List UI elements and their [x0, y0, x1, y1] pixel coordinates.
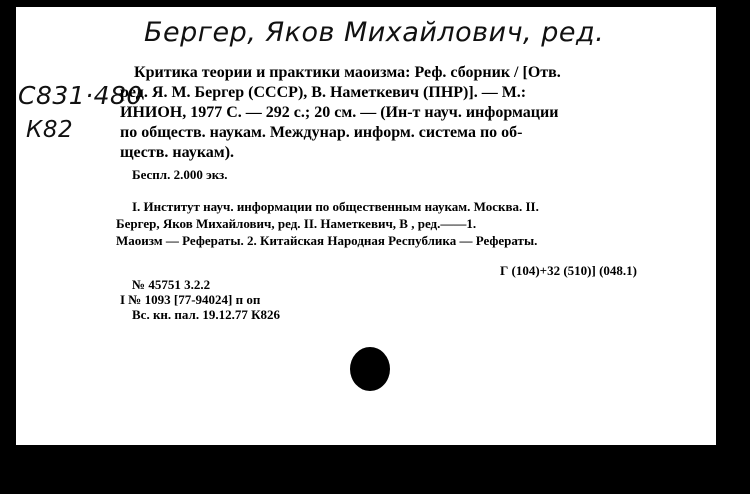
description-line: ред. Я. М. Бергер (СССР), В. Наметкевич (ПНР)]. — М.:: [120, 84, 527, 101]
record-line: Вс. кн. пал. 19.12.77 К826: [132, 307, 280, 322]
copies-note: Беспл. 2.000 экз.: [132, 167, 228, 182]
tracing-line: Бергер, Яков Михайлович, ред. II. Наметкевич, В , ред.——1.: [116, 216, 477, 231]
description-line: ществ. наукам).: [120, 144, 235, 161]
description-line: ИНИОН, 1977 С. — 292 с.; 20 см. — (Ин-т науч. информации: [120, 104, 559, 121]
classification-code: Г (104)+32 (510)] (048.1): [500, 263, 637, 278]
tracing-line: I. Институт науч. информации по общественным наукам. Москва. II.: [132, 199, 539, 214]
tracing-line: Маоизм — Рефераты. 2. Китайская Народная Республика — Рефераты.: [116, 233, 538, 248]
catalog-card: [16, 7, 716, 445]
description-line: по обществ. наукам. Междунар. информ. система по об-: [120, 124, 523, 141]
record-line: № 45751 3.2.2: [132, 277, 211, 292]
call-number-line-2: К82: [26, 117, 74, 143]
description-line: Критика теории и практики маоизма: Реф. сборник / [Отв.: [134, 64, 561, 81]
call-number-line-1: С831·480: [18, 81, 143, 110]
handwritten-author: Бергер, Яков Михайлович, ред.: [144, 17, 605, 48]
punch-hole: [350, 347, 390, 391]
record-line: I № 1093 [77-94024] п оп: [120, 292, 261, 307]
